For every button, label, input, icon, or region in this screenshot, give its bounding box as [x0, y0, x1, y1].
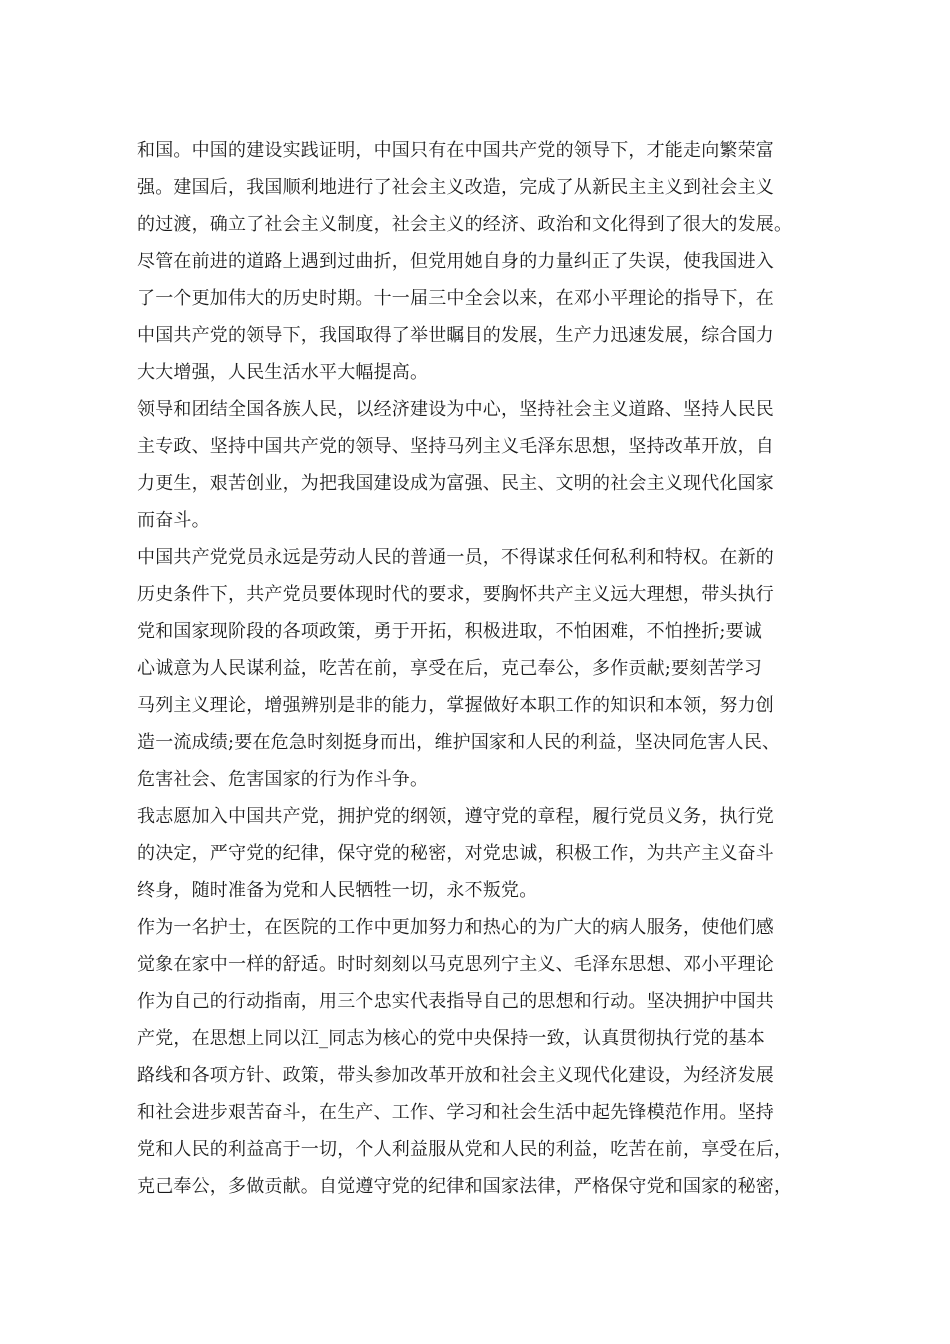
text-line: 作为自己的行动指南，用三个忠实代表指导自己的思想和行动。坚决拥护中国共	[137, 991, 774, 1012]
text-line: 中国共产党党员永远是劳动人民的普通一员，不得谋求任何私利和特权。在新的	[137, 547, 774, 568]
text-line: 造一流成绩;要在危急时刻挺身而出，维护国家和人民的利益，坚决同危害人民、	[137, 732, 781, 753]
text-line: 的过渡，确立了社会主义制度，社会主义的经济、政治和文化得到了很大的发展。	[137, 214, 793, 235]
text-line: 领导和团结全国各族人民，以经济建设为中心，坚持社会主义道路、坚持人民民	[137, 399, 774, 420]
document-body	[137, 132, 827, 1205]
text-line: 觉象在家中一样的舒适。时时刻刻以马克思列宁主义、毛泽东思想、邓小平理论	[137, 954, 774, 975]
text-line: 力更生，艰苦创业，为把我国建设成为富强、民主、文明的社会主义现代化国家	[137, 473, 774, 494]
text-line: 而奋斗。	[137, 510, 210, 531]
text-line: 党和人民的利益高于一切，个人利益服从党和人民的利益，吃苦在前，享受在后，	[137, 1139, 793, 1160]
text-line: 作为一名护士，在医院的工作中更加努力和热心的为广大的病人服务，使他们感	[137, 917, 774, 938]
text-line: 危害社会、危害国家的行为作斗争。	[137, 769, 429, 790]
text-line: 克己奉公，多做贡献。自觉遵守党的纪律和国家法律，严格保守党和国家的秘密，	[137, 1176, 793, 1197]
text-line: 终身，随时准备为党和人民牺牲一切，永不叛党。	[137, 880, 538, 901]
text-line: 和国。中国的建设实践证明，中国只有在中国共产党的领导下，才能走向繁荣富	[137, 140, 774, 161]
text-line: 尽管在前进的道路上遇到过曲折，但党用她自身的力量纠正了失误，使我国进入	[137, 251, 774, 272]
text-line: 产党，在思想上同以江_同志为核心的党中央保持一致，认真贯彻执行党的基本	[137, 1028, 765, 1049]
text-line: 的决定，严守党的纪律，保守党的秘密，对党忠诚，积极工作，为共产主义奋斗	[137, 843, 774, 864]
text-line: 心诚意为人民谋利益，吃苦在前，享受在后，克己奉公，多作贡献;要刻苦学习	[137, 658, 763, 679]
text-line: 大大增强，人民生活水平大幅提高。	[137, 362, 429, 383]
text-line: 路线和各项方针、政策，带头参加改革开放和社会主义现代化建设，为经济发展	[137, 1065, 774, 1086]
text-line: 和社会进步艰苦奋斗，在生产、工作、学习和社会生活中起先锋模范作用。坚持	[137, 1102, 774, 1123]
text-line: 我志愿加入中国共产党，拥护党的纲领，遵守党的章程，履行党员义务，执行党	[137, 806, 774, 827]
text-line: 党和国家现阶段的各项政策，勇于开拓，积极进取，不怕困难，不怕挫折;要诚	[137, 621, 763, 642]
text-line: 主专政、坚持中国共产党的领导、坚持马列主义毛泽东思想，坚持改革开放，自	[137, 436, 774, 457]
text-line: 了一个更加伟大的历史时期。十一届三中全会以来，在邓小平理论的指导下，在	[137, 288, 774, 309]
text-line: 中国共产党的领导下，我国取得了举世瞩目的发展，生产力迅速发展，综合国力	[137, 325, 774, 346]
text-line: 历史条件下，共产党员要体现时代的要求，要胸怀共产主义远大理想，带头执行	[137, 584, 774, 605]
text-line: 马列主义理论，增强辨别是非的能力，掌握做好本职工作的知识和本领，努力创	[137, 695, 774, 716]
text-line: 强。建国后，我国顺利地进行了社会主义改造，完成了从新民主主义到社会主义	[137, 177, 774, 198]
